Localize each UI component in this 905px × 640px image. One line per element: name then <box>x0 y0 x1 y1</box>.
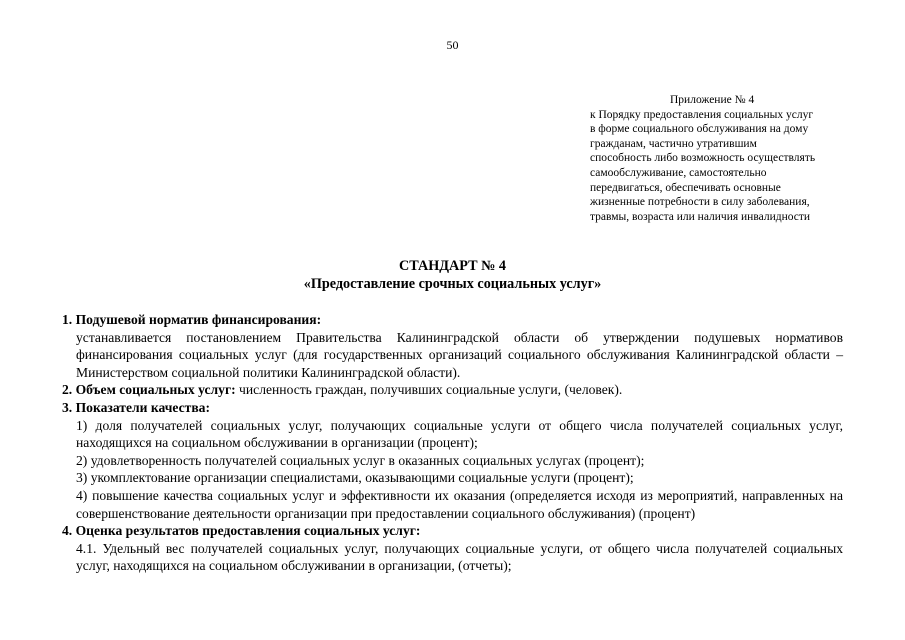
appendix-line: жизненные потребности в силу заболевания, <box>590 196 810 209</box>
section-3-heading: 3. Показатели качества: <box>62 399 210 415</box>
section-1-heading: 1. Подушевой норматив финансирования: <box>62 312 322 327</box>
appendix-line: передвигаться, обеспечивать основные <box>590 181 781 194</box>
standard-title-block <box>0 257 905 293</box>
section-3-item: 3) укомплектование организации специалистами, оказывающими социальные услуги (процент); <box>76 470 634 486</box>
appendix-line: самообслуживание, самостоятельно <box>590 166 767 179</box>
standard-subtitle: «Предоставление срочных социальных услуг» <box>303 276 602 292</box>
section-4-item: 4.1. Удельный вес получателей социальных услуг, получающих социальные услуги, от общего числа получателей социальных услуг, находящихся на социальном обслуживании в организации, (отчеты); <box>76 540 843 574</box>
section-2-heading: 2. Объем социальных услуг: <box>62 382 236 398</box>
section-2 <box>62 381 843 399</box>
appendix-block <box>590 93 850 224</box>
page-number: 50 <box>446 38 459 52</box>
section-3-item: 2) удовлетворенность получателей социальных услуг в оказанных социальных услугах (процент); <box>76 452 645 468</box>
appendix-title: Приложение № 4 <box>670 94 755 106</box>
appendix-line: способность либо возможность осуществлять <box>590 152 816 165</box>
section-3-item: 1) доля получателей социальных услуг, получающих социальные услуги от общего числа получателей социальных услуг, находящихся на социальном обслуживании в организации (процент); <box>76 417 843 451</box>
section-2-text: численность граждан, получивших социальные услуги, (человек). <box>235 382 623 398</box>
section-3-item: 4) повышение качества социальных услуг и эффективности их оказания (определяется исходя из мероприятий, направленных на совершенствование деятельности организации при предоставлении социального обслуживания) (процент) <box>76 487 843 521</box>
section-1-text: устанавливается постановлением Правительства Калининградской области об утверждении подушевых нормативов финансирования социальных услуг (для государственных организаций социального обслуживания Калининградской области – Министерством социальной политики Калининградской области). <box>76 329 843 380</box>
section-4-heading: 4. Оценка результатов предоставления социальных услуг: <box>62 523 421 539</box>
appendix-line: к Порядку предоставления социальных услуг <box>590 108 814 121</box>
appendix-line: травмы, возраста или наличия инвалидности <box>590 210 811 223</box>
standard-title: СТАНДАРТ № 4 <box>398 258 507 274</box>
document-body <box>62 311 843 575</box>
appendix-line: гражданам, частично утратившим <box>590 137 757 150</box>
appendix-line: в форме социального обслуживания на дому <box>590 123 809 136</box>
